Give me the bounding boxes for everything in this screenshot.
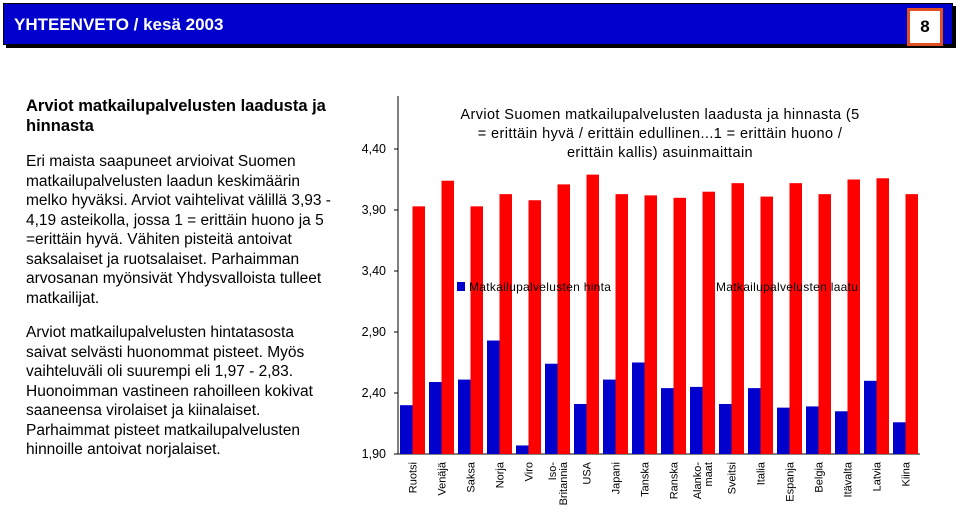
legend-label: Matkailupalvelusten laatu: [716, 280, 859, 294]
bar-price-ruotsi: [400, 405, 413, 454]
bar-quality-saksa: [471, 206, 484, 454]
page-number: 8: [907, 8, 943, 46]
bar-price-italia: [748, 388, 761, 454]
bar-quality-venäjä: [442, 181, 455, 454]
x-tick-label: Venäjä: [436, 462, 449, 496]
bar-price-saksa: [458, 380, 471, 454]
bar-quality-viro: [529, 200, 542, 454]
bar-quality-japani: [616, 194, 629, 454]
x-tick-label: Ranska: [668, 462, 681, 500]
x-tick-label: Alanko-: [692, 462, 704, 500]
bar-quality-iso-britannia: [558, 184, 571, 454]
bar-price-usa: [574, 404, 587, 454]
summary-paragraph-quality: Eri maista saapuneet arvioivat Suomen matkailupalvelusten laadun keskimäärin melko hyväksi. Arviot vaihtelivat välillä 3,93 - 4,19 asteikolla, jossa 1 = erittäin huono ja 5 =erittäin hyvä. Vähiten pisteitä antoivat saksalaiset ja ruotsalaiset. Parhaimman arvosanan myönsivät Yhdysvalloista tulleet matkailijat.: [26, 153, 331, 307]
x-tick-label: Itävalta: [842, 462, 855, 498]
x-tick-label: Latvia: [871, 462, 884, 492]
bar-price-tanska: [632, 363, 645, 455]
chart-title-line: erittäin kallis) asuinmaittain: [566, 145, 754, 161]
x-tick-label: Saksa: [465, 462, 478, 493]
bar-price-espanja: [777, 408, 790, 454]
x-tick-label: Espanja: [784, 462, 797, 502]
bar-quality-alankomaat: [703, 192, 716, 454]
summary-text: [26, 97, 331, 460]
bar-price-norja: [487, 341, 500, 454]
bar-price-sveitsi: [719, 404, 732, 454]
bar-price-venäjä: [429, 382, 442, 454]
bar-quality-belgia: [819, 194, 832, 454]
y-tick-label: 3,90: [361, 203, 386, 217]
bar-price-viro: [516, 445, 529, 454]
y-tick-label: 4,40: [361, 142, 386, 156]
legend-swatch: [704, 282, 712, 291]
x-tick-label: maat: [703, 462, 715, 487]
x-tick-label: Sveitsi: [726, 462, 739, 495]
header-title: YHTEENVETO / kesä 2003: [14, 15, 224, 34]
bar-price-alankomaat: [690, 387, 703, 454]
bar-price-itävalta: [835, 411, 848, 454]
x-tick-label: Belgia: [813, 462, 826, 493]
bar-chart: [344, 88, 926, 520]
bar-quality-usa: [587, 175, 600, 454]
x-tick-label: Kiina: [900, 462, 913, 487]
bar-quality-itävalta: [848, 180, 861, 455]
y-tick-label: 3,40: [361, 264, 386, 278]
x-tick-label: Japani: [610, 462, 623, 495]
x-tick-label: Norja: [494, 462, 507, 489]
bar-quality-ruotsi: [413, 206, 426, 454]
bar-quality-italia: [761, 197, 774, 454]
y-tick-label: 2,90: [361, 325, 386, 339]
x-tick-label: Iso-: [547, 462, 559, 481]
bar-price-iso-britannia: [545, 364, 558, 454]
x-tick-label: Britannia: [558, 462, 570, 506]
bar-quality-kiina: [906, 194, 919, 454]
summary-heading: Arviot matkailupalvelusten laadusta ja hinnasta: [26, 97, 326, 135]
bar-price-ranska: [661, 388, 674, 454]
x-tick-label: Tanska: [639, 462, 652, 497]
bar-price-japani: [603, 380, 616, 454]
bar-price-belgia: [806, 406, 819, 454]
x-tick-label: Ruotsi: [407, 462, 420, 494]
x-tick-label: USA: [581, 462, 594, 485]
bar-price-kiina: [893, 422, 906, 454]
x-tick-label: Italia: [755, 462, 768, 486]
summary-paragraph-price: Arviot matkailupalvelusten hintatasosta saivat selvästi huonommat pisteet. Myös vaihteluväli oli suurempi eli 1,97 - 2,83. Huonoimman vastineen rahoilleen kokivat saaneensa virolaiset ja kiinalaiset. Parhaimmat pisteet matkailupalvelusten hinnoille antoivat norjalaiset.: [26, 324, 313, 458]
y-tick-label: 1,90: [361, 447, 386, 461]
y-tick-label: 2,40: [361, 386, 386, 400]
chart-title-line: = erittäin hyvä / erittäin edullinen...1 = erittäin huono /: [477, 126, 843, 142]
bar-quality-espanja: [790, 183, 803, 454]
bar-quality-tanska: [645, 195, 658, 454]
bar-price-latvia: [864, 381, 877, 454]
legend-label: Matkailupalvelusten hinta: [469, 280, 612, 294]
chart-container: [344, 88, 926, 520]
bar-quality-sveitsi: [732, 183, 745, 454]
bar-quality-norja: [500, 194, 513, 454]
bar-quality-latvia: [877, 178, 890, 454]
x-tick-label: Viro: [523, 462, 536, 482]
chart-title-line: Arviot Suomen matkailupalvelusten laadusta ja hinnasta (5: [460, 107, 860, 123]
bar-quality-ranska: [674, 198, 687, 454]
header-bar: [3, 3, 953, 45]
legend-swatch: [457, 282, 465, 291]
